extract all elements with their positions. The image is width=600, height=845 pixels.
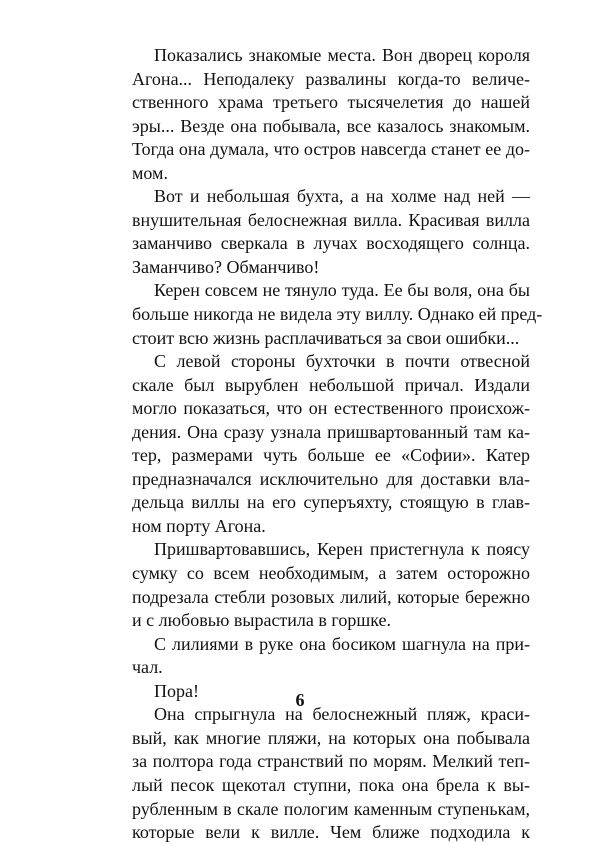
text-line: лый песок щекотал ступни, пока она брела к вы- — [132, 774, 530, 795]
text-line: мом. — [132, 162, 168, 183]
text-line: предназначался исключительно для доставки вла- — [132, 468, 530, 489]
paragraph — [132, 633, 530, 680]
text-line: могло показаться, что он естественного происхож- — [132, 398, 530, 419]
text-line: которые вели к вилле. Чем ближе подходила к — [132, 822, 530, 843]
text-line: тер, размерами чуть больше ее «Софии». Катер — [132, 445, 530, 466]
text-line: Пора! — [154, 680, 199, 701]
text-line: заманчиво сверкала в лучах восходящего солнца. — [132, 233, 530, 254]
text-line: Тогда она думала, что остров навсегда станет ее до- — [132, 139, 530, 160]
text-line: Показались знакомые места. Вон дворец короля — [154, 45, 530, 65]
text-line: стоит всю жизнь расплачиваться за свои ошибки... — [132, 327, 520, 348]
text-line: рубленным в скале пологим каменным ступенькам, — [132, 798, 530, 819]
text-line: Агона... Неподалеку развалины когда-то величе- — [132, 68, 530, 89]
text-line: больше никогда не видела эту виллу. Однако ей пред- — [132, 304, 543, 325]
paragraph — [132, 279, 543, 350]
text-line: эры... Везде она побывала, все казалось знакомым. — [132, 115, 530, 136]
paragraph — [132, 350, 530, 538]
page-number: 6 — [295, 690, 305, 710]
text-line: ственного храма третьего тысячелетия до нашей — [132, 92, 530, 113]
text-line: чал. — [132, 657, 163, 678]
text-line: Заманчиво? Обманчиво! — [132, 256, 320, 277]
text-line: Вот и небольшая бухта, а на холме над ней — — [154, 186, 530, 207]
text-line: Керен совсем не тянуло туда. Ее бы воля, она бы — [154, 280, 530, 301]
text-line: подрезала стебли розовых лилий, которые бережно — [132, 586, 530, 607]
paragraph — [132, 538, 530, 632]
paragraph — [132, 185, 530, 279]
paragraph — [132, 44, 530, 185]
text-line: дельца виллы на его суперъяхту, стоящую в глав- — [132, 492, 530, 513]
text-line: скале был вырублен небольшой причал. Издали — [132, 374, 530, 395]
text-line: ном порту Агона. — [132, 515, 266, 536]
text-line: за полтора года странствий по морям. Мелкий теп- — [132, 751, 530, 772]
text-line: Пришвартовавшись, Керен пристегнула к поясу — [154, 539, 530, 560]
book-page-body — [132, 44, 543, 845]
text-line: внушительная белоснежная вилла. Красивая вилла — [132, 209, 530, 230]
text-line: С левой стороны бухточки в почти отвесной — [154, 351, 530, 372]
paragraph — [132, 703, 530, 844]
text-line: С лилиями в руке она босиком шагнула на при- — [154, 633, 530, 654]
text-line: и с любовью вырастила в горшке. — [132, 610, 391, 631]
text-line: дения. Она сразу узнала пришвартованный там ка- — [132, 421, 530, 442]
text-line: Она спрыгнула на белоснежный пляж, краси- — [154, 704, 530, 725]
text-line: сумку со всем необходимым, а затем осторожно — [132, 563, 530, 584]
text-line: вый, как многие пляжи, на которых она побывала — [132, 727, 530, 748]
